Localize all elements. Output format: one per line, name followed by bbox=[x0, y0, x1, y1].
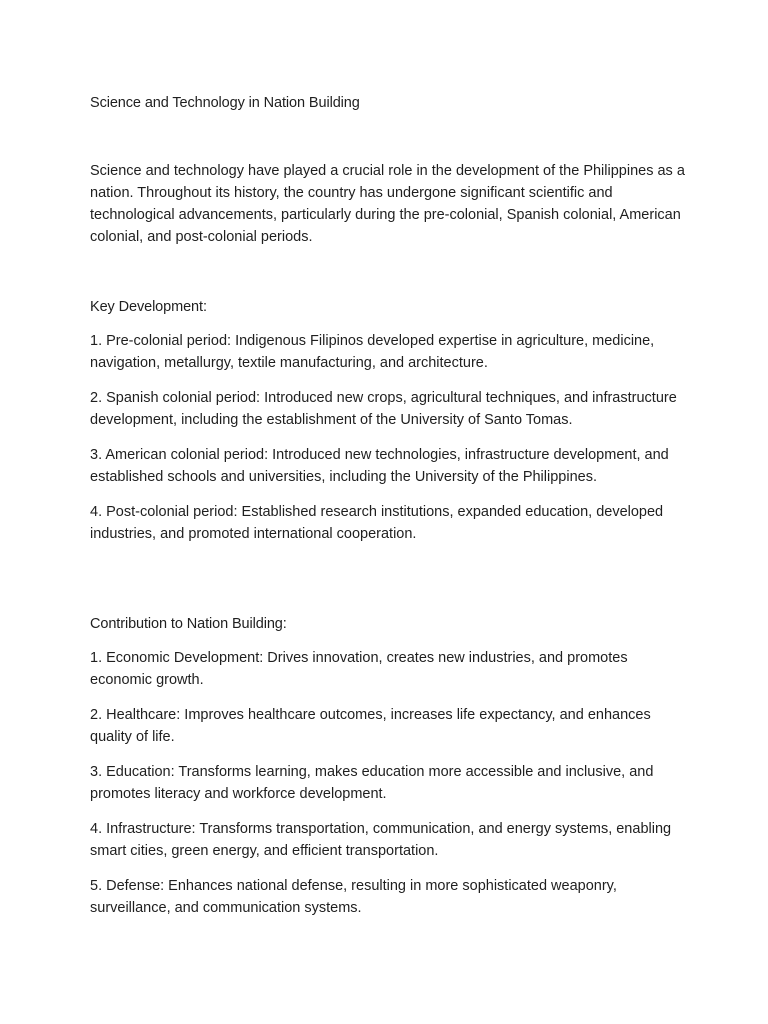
contribution-heading: Contribution to Nation Building: bbox=[90, 616, 287, 632]
intro-paragraph: Science and technology have played a crucial role in the development of the Philippines as a nation. Throughout its history, the country has undergone significant scientific and technological advancements, particularly during the pre-colonial, Spanish colonial, American colonial, and post-colonial periods. bbox=[90, 163, 685, 245]
contribution-list bbox=[90, 647, 685, 932]
key-development-heading: Key Development: bbox=[90, 299, 207, 315]
key-development-list bbox=[90, 330, 685, 558]
document-title: Science and Technology in Nation Building bbox=[90, 95, 360, 111]
list-item: 2. Healthcare: Improves healthcare outcomes, increases life expectancy, and enhances quality of life. bbox=[90, 707, 651, 745]
list-item: 1. Pre-colonial period: Indigenous Filipinos developed expertise in agriculture, medicine, navigation, metallurgy, textile manufacturing, and architecture. bbox=[90, 333, 655, 371]
list-item: 1. Economic Development: Drives innovation, creates new industries, and promotes economic growth. bbox=[90, 650, 628, 688]
list-item: 4. Post-colonial period: Established research institutions, expanded education, developed industries, and promoted international cooperation. bbox=[90, 504, 664, 542]
list-item: 3. Education: Transforms learning, makes education more accessible and inclusive, and promotes literacy and workforce development. bbox=[90, 764, 654, 802]
list-item: 5. Defense: Enhances national defense, resulting in more sophisticated weaponry, surveillance, and communication systems. bbox=[90, 878, 617, 916]
list-item: 2. Spanish colonial period: Introduced new crops, agricultural techniques, and infrastructure development, including the establishment of the University of Santo Tomas. bbox=[90, 390, 677, 428]
list-item: 4. Infrastructure: Transforms transportation, communication, and energy systems, enabling smart cities, green energy, and efficient transportation. bbox=[90, 821, 672, 859]
list-item: 3. American colonial period: Introduced new technologies, infrastructure development, and established schools and universities, including the University of the Philippines. bbox=[90, 447, 669, 485]
